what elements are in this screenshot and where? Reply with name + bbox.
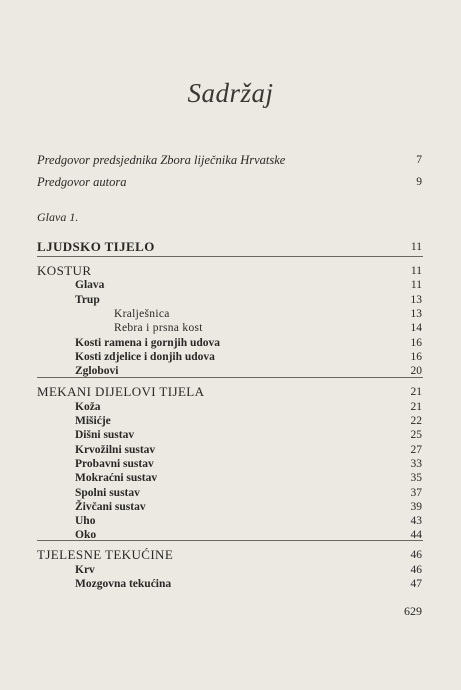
toc-entry-page: 35 xyxy=(410,472,422,484)
toc-entry-label: MEKANI DIJELOVI TIJELA xyxy=(37,384,205,399)
toc-entry-label: TJELESNE TEKUĆINE xyxy=(37,547,174,562)
toc-entry-page: 14 xyxy=(410,322,422,334)
toc-entry-page: 25 xyxy=(410,429,422,441)
toc-entry-label: Živčani sustav xyxy=(75,501,146,513)
toc-entry xyxy=(0,526,461,544)
toc-entry-label: Uho xyxy=(75,515,96,527)
toc-entry-label: Mokraćni sustav xyxy=(75,472,158,484)
toc-entry-label: Predgovor predsjednika Zbora liječnika Hrvatske xyxy=(37,153,286,167)
toc-entry-label: Mozgovna tekućina xyxy=(75,578,172,590)
toc-entry-page: 16 xyxy=(410,337,422,349)
toc-entry-page: 9 xyxy=(416,176,422,188)
toc-entry-page: 27 xyxy=(410,444,422,456)
toc-entry-label: Rebra i prsna kost xyxy=(114,322,203,334)
toc-entry-label: KOSTUR xyxy=(37,263,92,278)
toc-entry-page: 46 xyxy=(410,564,422,576)
toc-entry-label: Dišni sustav xyxy=(75,429,135,441)
toc-entry-page: 11 xyxy=(410,265,422,277)
toc-entry-label: Glava 1. xyxy=(37,210,79,224)
toc-entry-page: 11 xyxy=(410,279,422,291)
toc-entry-label: Oko xyxy=(75,529,97,541)
toc-entry xyxy=(0,208,461,226)
toc-entry-page: 21 xyxy=(410,401,422,413)
toc-entry-label: Trup xyxy=(75,294,100,306)
toc-entry-label: Probavni sustav xyxy=(75,458,154,470)
toc-entry-page: 47 xyxy=(410,578,422,590)
toc-entry-page: 46 xyxy=(410,549,422,561)
toc-entry-page: 22 xyxy=(410,415,422,427)
toc-entry-page: 13 xyxy=(410,294,422,306)
toc-entry-label: Krvožilni sustav xyxy=(75,444,156,456)
page-number: 629 xyxy=(404,604,422,618)
toc-entry xyxy=(0,575,461,593)
toc-entry-page: 21 xyxy=(410,386,422,398)
toc-entry xyxy=(0,238,461,256)
toc-entry-page: 7 xyxy=(416,154,422,166)
toc-entry-label: Kralješnica xyxy=(114,308,170,320)
toc-entry-page: 11 xyxy=(410,241,422,253)
toc-entry xyxy=(0,173,461,191)
toc-entry-label: Zglobovi xyxy=(75,365,119,377)
toc-entry-page: 16 xyxy=(410,351,422,363)
toc-entry-label: Koža xyxy=(75,401,101,413)
toc-entry-page: 37 xyxy=(410,487,422,499)
toc-entry-page: 43 xyxy=(410,515,422,527)
toc-entry-label: Mišićje xyxy=(75,415,111,427)
toc-entry-label: Glava xyxy=(75,279,105,291)
toc-entry xyxy=(0,151,461,169)
toc-entry-label: Predgovor autora xyxy=(37,175,127,189)
toc-entry-label: Krv xyxy=(75,564,95,576)
toc-entry-label: LJUDSKO TIJELO xyxy=(37,239,155,254)
toc-entry-label: Kosti zdjelice i donjih udova xyxy=(75,351,215,363)
toc-entry-label: Kosti ramena i gornjih udova xyxy=(75,337,221,349)
toc-entry-page: 39 xyxy=(410,501,422,513)
page-title: Sadržaj xyxy=(187,78,274,108)
toc-entry-label: Spolni sustav xyxy=(75,487,140,499)
toc-entry xyxy=(0,362,461,380)
toc-entry-page: 33 xyxy=(410,458,422,470)
toc-entry-page: 20 xyxy=(410,365,422,377)
toc-entry-page: 44 xyxy=(410,529,422,541)
toc-entry-page: 13 xyxy=(410,308,422,320)
section-rule xyxy=(37,256,423,257)
